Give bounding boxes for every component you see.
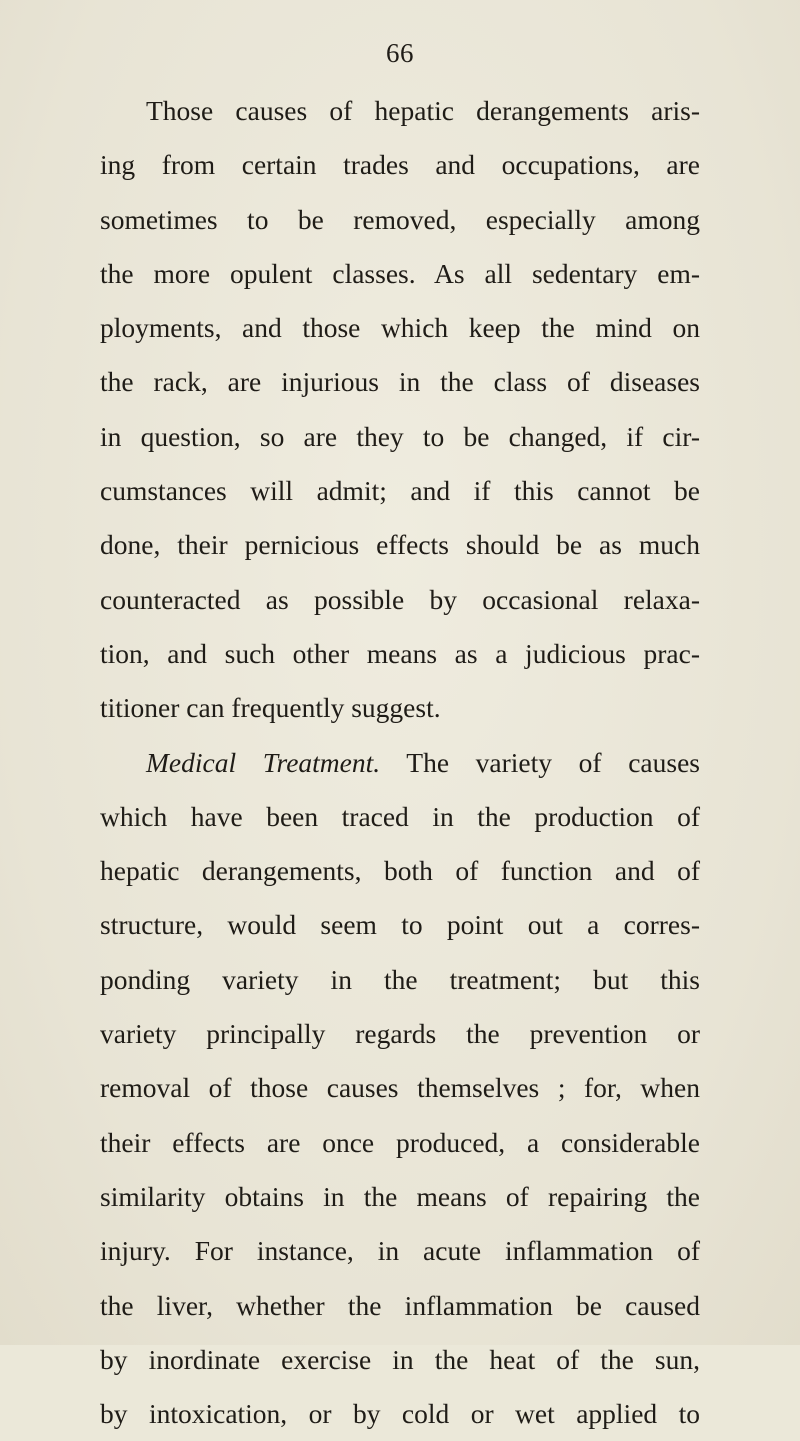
text-line: by intoxication, or by cold or wet applied to: [100, 1398, 700, 1430]
page-number: 66: [386, 38, 414, 68]
text-line: the rack, are injurious in the class of diseases: [100, 366, 700, 398]
text-line: hepatic derangements, both of function and of: [100, 855, 700, 887]
text-line: done, their pernicious effects should be as much: [100, 529, 700, 561]
text-line: titioner can frequently suggest.: [100, 692, 441, 724]
text-line: ponding variety in the treatment; but this: [100, 963, 700, 995]
text-line: similarity obtains in the means of repairing the: [100, 1180, 700, 1212]
text-line: sometimes to be removed, especially among: [100, 203, 700, 235]
text-line: which have been traced in the production of: [100, 800, 700, 832]
text-line: counteracted as possible by occasional relaxa-: [100, 583, 700, 615]
text-line: cumstances will admit; and if this cannot be: [100, 475, 700, 507]
section-first-line-text: The variety of causes: [406, 746, 700, 778]
text-line: ployments, and those which keep the mind on: [100, 312, 700, 344]
text-line: structure, would seem to point out a corres-: [100, 909, 700, 941]
text-line: the more opulent classes. As all sedentary em-: [100, 257, 700, 289]
section-first-line: [100, 736, 700, 790]
text-line: by inordinate exercise in the heat of the sun,: [100, 1343, 700, 1375]
text-line: the liver, whether the inflammation be caused: [100, 1289, 700, 1321]
text-line: variety principally regards the prevention or: [100, 1018, 700, 1050]
text-line: injury. For instance, in acute inflammation of: [100, 1235, 700, 1267]
text-line: their effects are once produced, a considerable: [100, 1126, 700, 1158]
text-line: tion, and such other means as a judicious prac-: [100, 637, 700, 669]
text-line: Those causes of hepatic derangements aris-: [146, 95, 700, 126]
body-text: [100, 84, 700, 1441]
text-line: in question, so are they to be changed, if cir-: [100, 420, 700, 452]
text-line: ing from certain trades and occupations, are: [100, 149, 700, 181]
section-heading: Medical Treatment.: [146, 746, 381, 778]
text-line: removal of those causes themselves ; for, when: [100, 1072, 700, 1104]
